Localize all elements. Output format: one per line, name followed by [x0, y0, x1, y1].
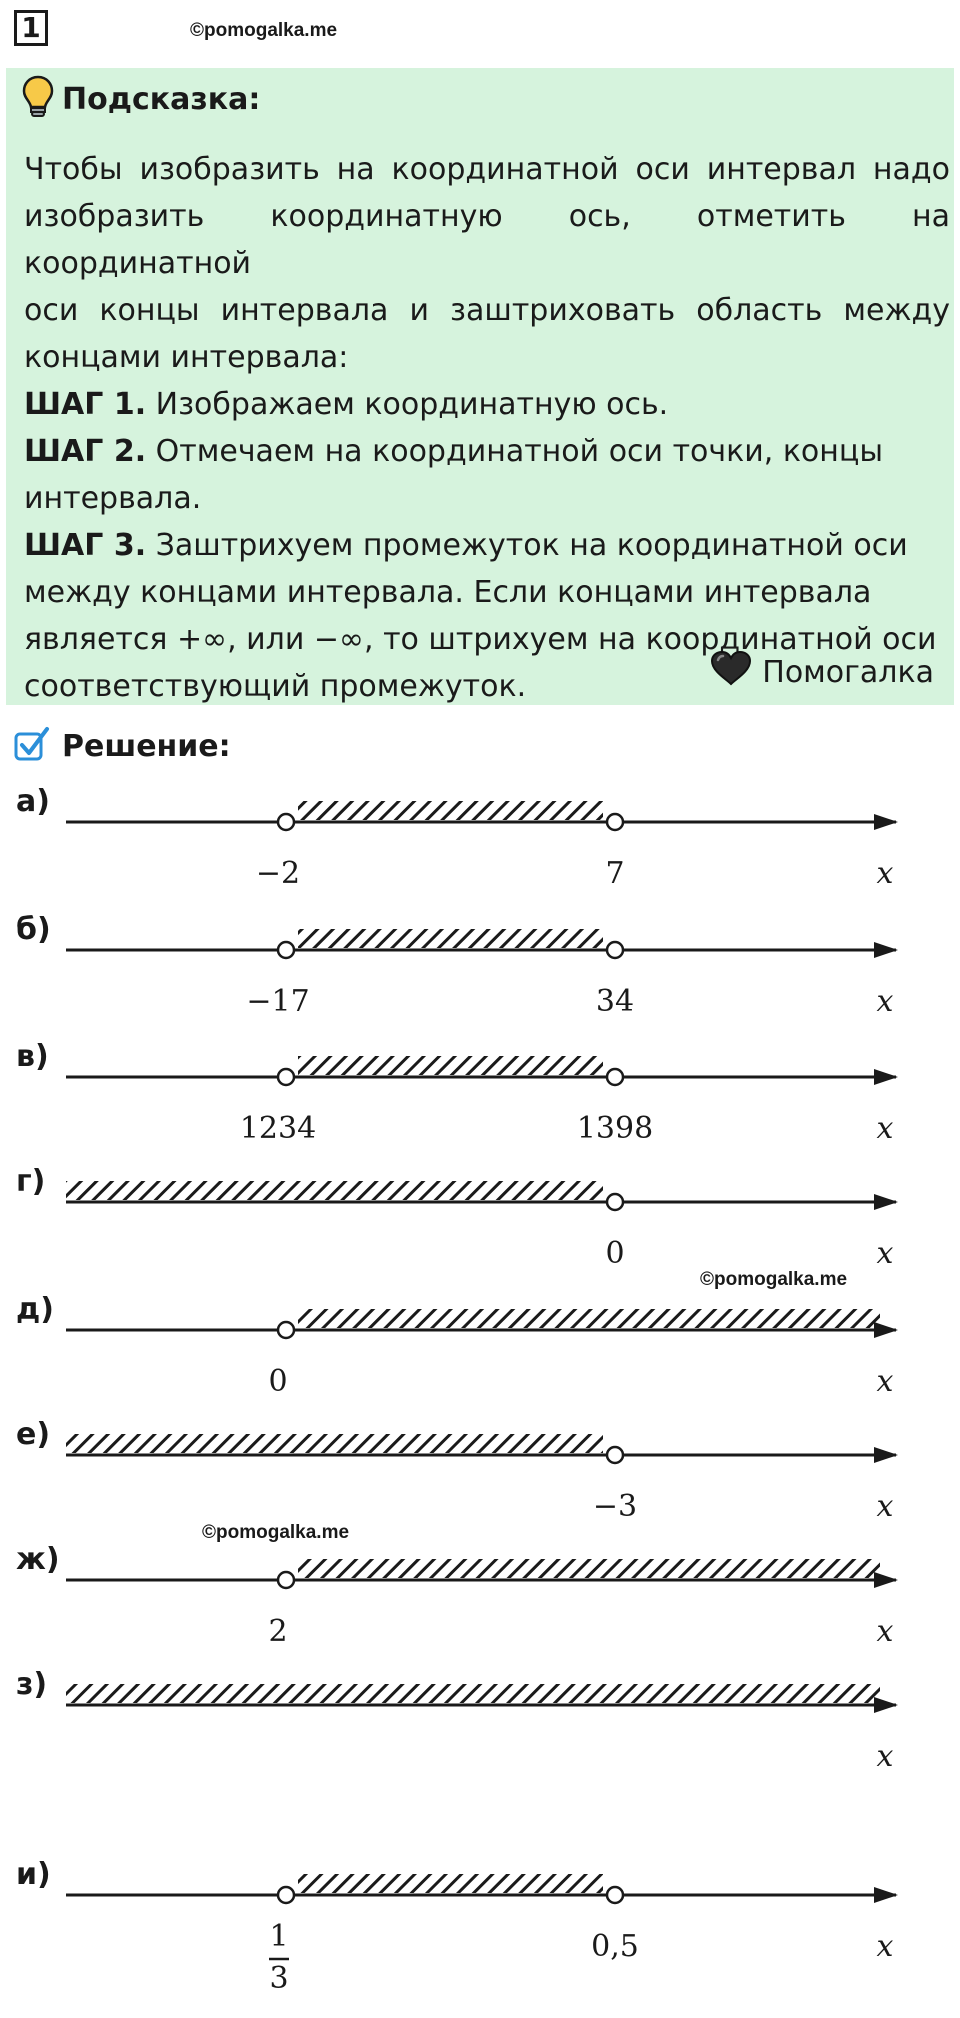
hatch-region: [66, 1181, 603, 1200]
arrow-icon: [874, 1697, 898, 1713]
step-text: Заштрихуем промежуток на координатной оси: [155, 528, 908, 563]
arrow-icon: [874, 1572, 898, 1588]
open-point: [607, 942, 623, 958]
open-point: [278, 814, 294, 830]
item-label: з): [16, 1667, 48, 1702]
axis-variable: x: [876, 1929, 894, 1964]
item-label: а): [16, 784, 50, 819]
step-text: Отмечаем на координатной оси точки, концы: [155, 434, 884, 469]
item-label: е): [16, 1417, 51, 1452]
endpoint-label: 1398: [576, 1111, 654, 1146]
endpoint-label: −17: [246, 984, 310, 1019]
hint-line: оси концы интервала и заштриховать область между: [24, 293, 950, 328]
open-point: [278, 1322, 294, 1338]
item-label: д): [16, 1292, 54, 1327]
arrow-icon: [874, 942, 898, 958]
arrow-icon: [874, 814, 898, 830]
step-text: соответствующий промежуток.: [24, 669, 527, 704]
step-text: является +∞, или −∞, то штрихуем на координатной оси: [24, 622, 937, 657]
arrow-icon: [874, 1194, 898, 1210]
hatch-region: [298, 1874, 603, 1893]
item-label: г): [16, 1164, 46, 1199]
endpoint-label: 2: [268, 1614, 288, 1649]
hatch-region: [298, 1309, 880, 1328]
step-label: ШАГ 2.: [24, 434, 147, 469]
step-label: ШАГ 3.: [24, 528, 147, 563]
step-text: интервала.: [24, 481, 202, 516]
axis-variable: x: [876, 856, 894, 891]
step-text: Изображаем координатную ось.: [155, 387, 669, 422]
hatch-region: [298, 1559, 880, 1578]
endpoint-label: 1234: [239, 1111, 317, 1146]
hint-line: Чтобы изобразить на координатной оси интервал надо: [24, 152, 950, 187]
axis-variable: x: [876, 1364, 894, 1399]
brand-name: Помогалка: [762, 654, 934, 690]
arrow-icon: [874, 1887, 898, 1903]
step-text: между концами интервала. Если концами интервала: [24, 575, 872, 610]
fraction-numerator: 1: [269, 1919, 289, 1954]
axis-variable: x: [876, 1739, 894, 1774]
watermark: ©pomogalka.me: [190, 20, 338, 41]
hint-line: концами интервала:: [24, 340, 349, 375]
axis-variable: x: [876, 1236, 894, 1271]
open-point: [607, 1447, 623, 1463]
item-label: ж): [16, 1542, 60, 1577]
item-label: в): [16, 1039, 49, 1074]
watermark: ©pomogalka.me: [700, 1269, 848, 1290]
arrow-icon: [874, 1322, 898, 1338]
endpoint-label: −3: [592, 1489, 638, 1524]
hint-title: Подсказка:: [62, 81, 261, 117]
step-label: ШАГ 1.: [24, 387, 147, 422]
endpoint-label: 7: [605, 856, 625, 891]
axis-variable: x: [876, 1111, 894, 1146]
endpoint-label: −2: [255, 856, 301, 891]
open-point: [607, 814, 623, 830]
hatch-region: [298, 1056, 603, 1075]
fraction-denominator: 3: [269, 1961, 289, 1996]
open-point: [607, 1069, 623, 1085]
hatch-region: [298, 929, 603, 948]
hatch-region: [66, 1434, 603, 1453]
open-point: [278, 1887, 294, 1903]
open-point: [607, 1887, 623, 1903]
hint-line: изобразить координатную ось, отметить на координатной: [24, 199, 950, 281]
hatch-region: [298, 801, 603, 820]
endpoint-label: 0,5: [591, 1929, 639, 1964]
open-point: [607, 1194, 623, 1210]
axis-variable: x: [876, 984, 894, 1019]
item-label: и): [16, 1857, 51, 1892]
hatch-region: [66, 1684, 880, 1703]
endpoint-label: 0: [605, 1236, 625, 1271]
endpoint-label: 0: [268, 1364, 288, 1399]
open-point: [278, 1572, 294, 1588]
solution-title: Решение:: [62, 728, 231, 764]
open-point: [278, 1069, 294, 1085]
item-label: б): [16, 912, 51, 947]
arrow-icon: [874, 1069, 898, 1085]
axis-variable: x: [876, 1614, 894, 1649]
axis-variable: x: [876, 1489, 894, 1524]
task-number: 1: [14, 10, 48, 46]
open-point: [278, 942, 294, 958]
watermark: ©pomogalka.me: [202, 1522, 350, 1543]
endpoint-label: 34: [595, 984, 635, 1019]
arrow-icon: [874, 1447, 898, 1463]
